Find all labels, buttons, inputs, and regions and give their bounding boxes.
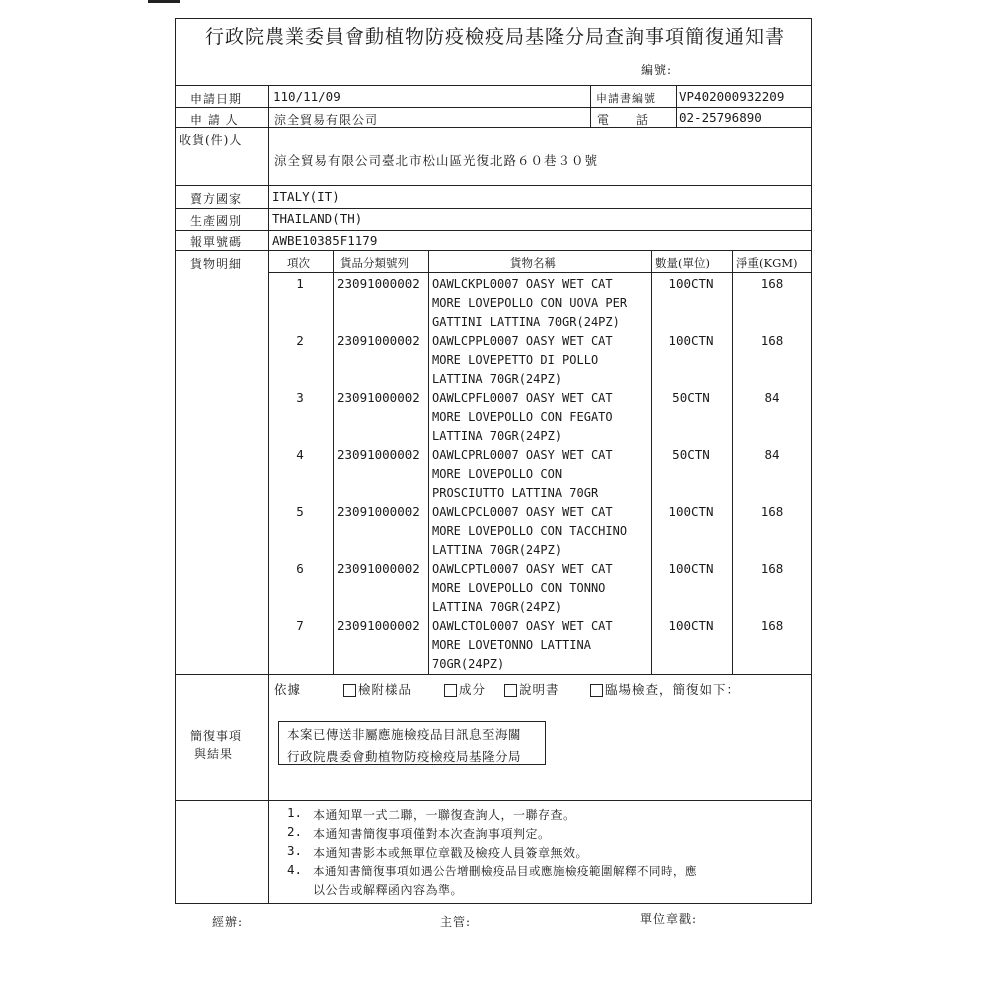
item-name-line: MORE LOVEPOLLO CON TACCHINO — [432, 524, 628, 538]
item-weight: 168 — [760, 333, 784, 348]
stamp-line-1: 本案已傳送非屬應施檢疫品目訊息至海關 — [287, 727, 522, 742]
application-date: 110/11/09 — [273, 89, 341, 104]
option-inspection: 臨場檢查，簡復如下： — [590, 680, 740, 698]
basis-label: 依據 — [274, 682, 302, 697]
item-qty: 100CTN — [668, 618, 714, 633]
origin-label: 生產國別 — [190, 214, 243, 228]
reply-label-line2: 與結果 — [194, 747, 234, 761]
note-number: 4. — [287, 862, 303, 877]
item-weight: 168 — [760, 561, 784, 576]
item-name-line: OAWLCTOL0007 OASY WET CAT — [432, 619, 613, 633]
row-divider — [175, 230, 812, 231]
row-divider — [175, 107, 812, 108]
column-header-qty: 數量(單位) — [655, 256, 710, 270]
item-number: 5 — [296, 504, 304, 519]
item-name-line: OAWLCKPL0007 OASY WET CAT — [432, 277, 613, 291]
item-number: 6 — [296, 561, 304, 576]
scan-mark — [148, 0, 180, 3]
document-title: 行政院農業委員會動植物防疫檢疫局基隆分局查詢事項簡復通知書 — [204, 26, 785, 48]
item-name-line: GATTINI LATTINA 70GR(24PZ) — [432, 315, 620, 329]
phone-label: 電 話 — [597, 113, 650, 127]
consignee-label: 收貨(件)人 — [179, 133, 243, 147]
seller-country: ITALY(IT) — [272, 189, 340, 204]
applicant-label: 申 請 人 — [190, 113, 239, 127]
origin: THAILAND(TH) — [272, 211, 363, 226]
item-code: 23091000002 — [337, 618, 420, 633]
item-name-line: MORE LOVEPOLLO CON UOVA PER — [432, 296, 628, 310]
column-divider — [651, 250, 652, 674]
note-text: 本通知書影本或無單位章戳及檢疫人員簽章無效。 — [313, 846, 589, 860]
note-text: 本通知書簡復事項僅對本次查詢事項判定。 — [313, 827, 551, 841]
row-divider — [175, 250, 812, 251]
row-divider — [175, 127, 812, 128]
sample-checkbox — [343, 684, 356, 697]
item-name-line: OAWLCPFL0007 OASY WET CAT — [432, 391, 613, 405]
item-code: 23091000002 — [337, 561, 420, 576]
item-weight: 168 — [760, 276, 784, 291]
ingredient-checkbox — [444, 684, 457, 697]
item-number: 4 — [296, 447, 304, 462]
item-name-line: MORE LOVEPOLLO CON FEGATO — [432, 410, 613, 424]
row-divider — [175, 185, 812, 186]
item-name-line: MORE LOVEPETTO DI POLLO — [432, 353, 599, 367]
reply-label-line1: 簡復事項 — [190, 729, 243, 743]
notes-column-divider — [268, 800, 269, 904]
item-code: 23091000002 — [337, 333, 420, 348]
item-name-line: PROSCIUTTO LATTINA 70GR — [432, 486, 599, 500]
application-no-label: 申請書編號 — [596, 92, 656, 105]
note-text: 本通知書簡復事項如遇公告增刪檢疫品目或應施檢疫範圍解釋不同時，應 — [313, 864, 697, 878]
item-number: 1 — [296, 276, 304, 291]
item-qty: 100CTN — [668, 561, 714, 576]
application-date-label: 申請日期 — [190, 92, 243, 106]
applicant: 涼全貿易有限公司 — [274, 113, 379, 127]
note-number: 2. — [287, 824, 303, 839]
column-header-item: 項次 — [287, 256, 310, 270]
item-name-line: LATTINA 70GR(24PZ) — [432, 429, 563, 443]
handler-label: 經辦: — [212, 915, 244, 929]
item-weight: 84 — [764, 447, 780, 462]
column-divider — [333, 250, 334, 674]
item-qty: 50CTN — [672, 447, 710, 462]
item-name-line: MORE LOVEPOLLO CON TONNO — [432, 581, 606, 595]
row-divider — [175, 208, 812, 209]
column-divider — [590, 85, 591, 127]
declaration-label: 報單號碼 — [190, 235, 243, 249]
item-number: 3 — [296, 390, 304, 405]
application-no: VP402000932209 — [679, 89, 785, 104]
note-number: 3. — [287, 843, 303, 858]
item-code: 23091000002 — [337, 447, 420, 462]
row-divider — [175, 85, 812, 86]
column-divider — [732, 250, 733, 674]
column-divider — [676, 85, 677, 127]
item-weight: 168 — [760, 618, 784, 633]
item-name-line: MORE LOVEPOLLO CON — [432, 467, 563, 481]
item-code: 23091000002 — [337, 504, 420, 519]
column-divider — [428, 250, 429, 674]
item-code: 23091000002 — [337, 276, 420, 291]
stamp-line-2: 行政院農委會動植物防疫檢疫局基隆分局 — [287, 749, 522, 764]
item-name-line: MORE LOVETONNO LATTINA — [432, 638, 591, 652]
option-ingredient: 成分 — [444, 680, 486, 698]
note-number: 1. — [287, 805, 303, 820]
item-name-line: OAWLCPPL0007 OASY WET CAT — [432, 334, 613, 348]
item-code: 23091000002 — [337, 390, 420, 405]
item-name-line: 70GR(24PZ) — [432, 657, 505, 671]
item-name-line: OAWLCPCL0007 OASY WET CAT — [432, 505, 613, 519]
item-qty: 100CTN — [668, 333, 714, 348]
item-name-line: LATTINA 70GR(24PZ) — [432, 372, 563, 386]
item-qty: 50CTN — [672, 390, 710, 405]
note-text: 本通知單一式二聯，一聯復查詢人，一聯存查。 — [313, 808, 576, 822]
label-column-divider — [268, 85, 269, 800]
option-sample: 檢附樣品 — [343, 680, 412, 698]
note-text-continued: 以公告或解釋函內容為準。 — [313, 883, 464, 897]
column-header-name: 貨物名稱 — [510, 256, 556, 270]
declaration-no: AWBE10385F1179 — [272, 233, 378, 248]
item-name-line: OAWLCPTL0007 OASY WET CAT — [432, 562, 613, 576]
item-weight: 84 — [764, 390, 780, 405]
consignee: 涼全貿易有限公司臺北市松山區光復北路６０巷３０號 — [274, 153, 599, 168]
row-divider — [175, 800, 812, 801]
seller-country-label: 賣方國家 — [190, 192, 243, 206]
serial-label: 編號: — [641, 63, 673, 77]
item-weight: 168 — [760, 504, 784, 519]
phone: 02-25796890 — [679, 110, 762, 125]
item-number: 7 — [296, 618, 304, 633]
option-manual: 說明書 — [504, 680, 560, 698]
row-divider — [175, 674, 812, 675]
official-stamp — [278, 721, 546, 765]
item-qty: 100CTN — [668, 276, 714, 291]
item-name-line: LATTINA 70GR(24PZ) — [432, 600, 563, 614]
goods-label: 貨物明細 — [190, 257, 243, 271]
supervisor-label: 主管: — [440, 915, 472, 929]
item-number: 2 — [296, 333, 304, 348]
unit-seal-label: 單位章戳: — [640, 912, 698, 926]
manual-checkbox — [504, 684, 517, 697]
table-header-divider — [268, 272, 812, 273]
column-header-code: 貨品分類號列 — [340, 256, 409, 270]
item-name-line: OAWLCPRL0007 OASY WET CAT — [432, 448, 613, 462]
item-qty: 100CTN — [668, 504, 714, 519]
inspection-checkbox — [590, 684, 603, 697]
column-header-weight: 淨重(KGM) — [736, 256, 798, 270]
item-name-line: LATTINA 70GR(24PZ) — [432, 543, 563, 557]
